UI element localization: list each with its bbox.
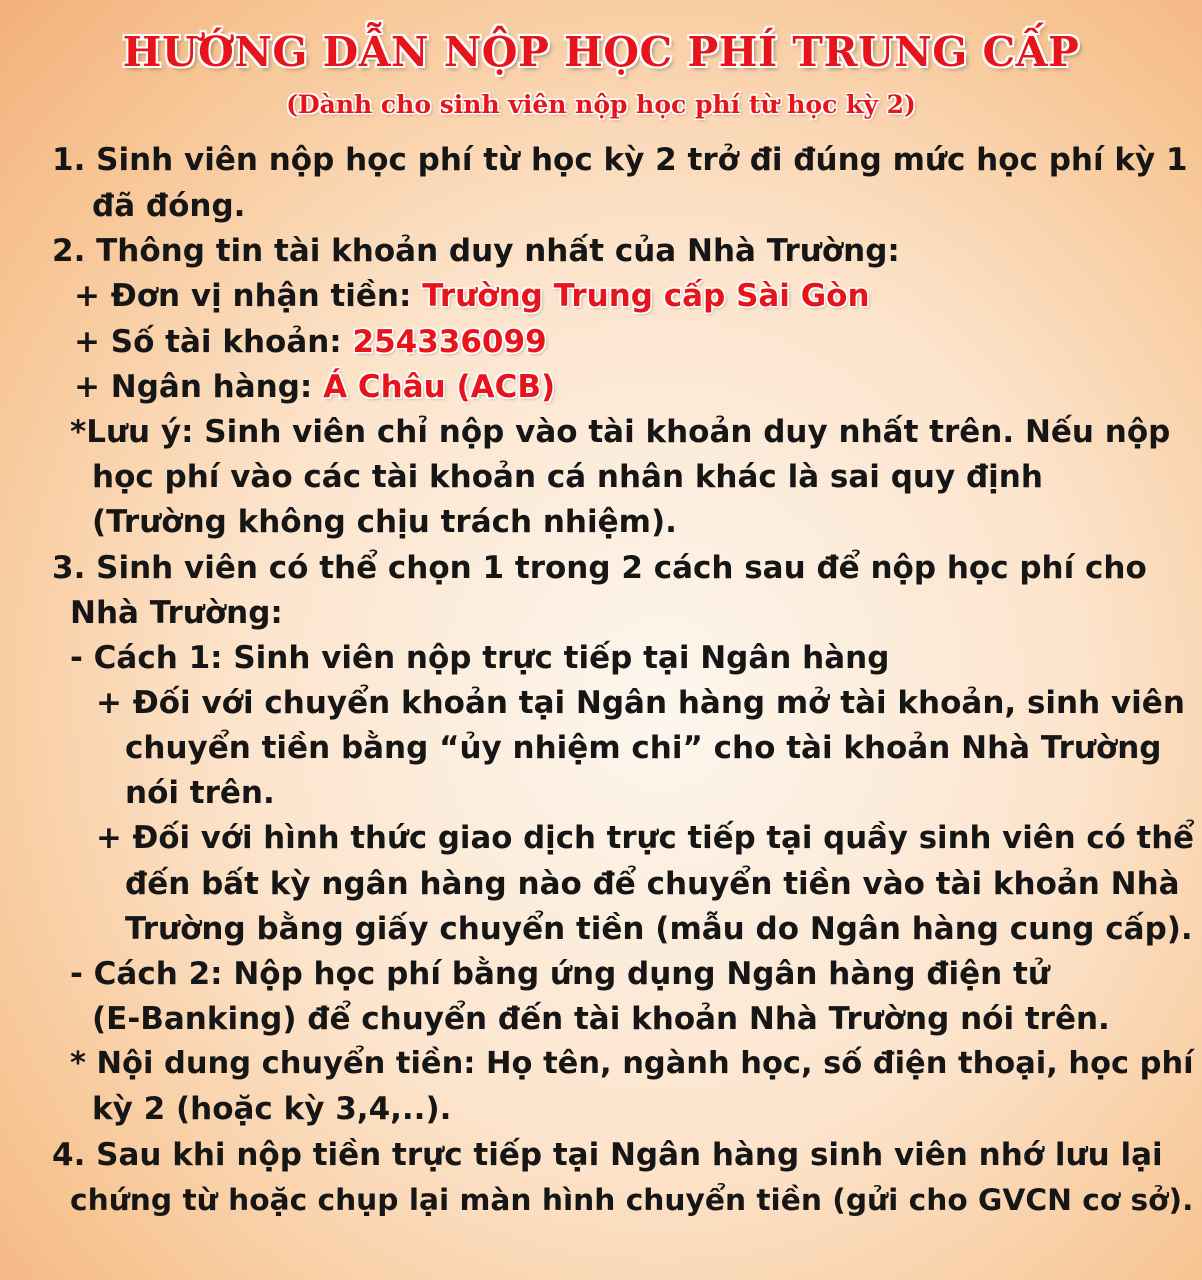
transfer-content-line2: kỳ 2 (hoặc kỳ 3,4,..). [92, 1091, 452, 1127]
note-line3: (Trường không chịu trách nhiệm). [92, 504, 677, 540]
recipient-value: Trường Trung cấp Sài Gòn [422, 278, 870, 314]
item4-line2: chứng từ hoặc chụp lại màn hình chuyển tiền (gửi cho GVCN cơ sở). [70, 1182, 1194, 1217]
method1b-line2: đến bất kỳ ngân hàng nào để chuyển tiền vào tài khoản Nhà [125, 866, 1180, 902]
method1b-line1: + Đối với hình thức giao dịch trực tiếp tại quầy sinh viên có thể [96, 820, 1195, 856]
page-title: HƯỚNG DẪN NỘP HỌC PHÍ TRUNG CẤP [122, 28, 1080, 76]
method1a-line1: + Đối với chuyển khoản tại Ngân hàng mở tài khoản, sinh viên [96, 685, 1185, 721]
bank-label: + Ngân hàng: [74, 369, 324, 405]
method1b-line3: Trường bằng giấy chuyển tiền (mẫu do Ngân hàng cung cấp). [125, 911, 1193, 947]
bank-row [74, 367, 555, 407]
method2-line1: - Cách 2: Nộp học phí bằng ứng dụng Ngân hàng điện tử [70, 956, 1050, 992]
item3-line2: Nhà Trường: [70, 595, 283, 631]
note-line1: *Lưu ý: Sinh viên chỉ nộp vào tài khoản duy nhất trên. Nếu nộp [70, 414, 1171, 450]
account-number-value: 254336099 [352, 324, 547, 360]
account-number-row [74, 322, 547, 362]
method1a-line2: chuyển tiền bằng “ủy nhiệm chi” cho tài khoản Nhà Trường [125, 730, 1162, 766]
note-line2: học phí vào các tài khoản cá nhân khác là sai quy định [92, 459, 1043, 495]
item1-line1: 1. Sinh viên nộp học phí từ học kỳ 2 trở đi đúng mức học phí kỳ 1 [52, 142, 1188, 178]
item4-line1: 4. Sau khi nộp tiền trực tiếp tại Ngân hàng sinh viên nhớ lưu lại [52, 1137, 1163, 1173]
item1-line2: đã đóng. [92, 188, 246, 224]
recipient-label: + Đơn vị nhận tiền: [74, 278, 423, 314]
method2-line2: (E-Banking) để chuyển đến tài khoản Nhà Trường nói trên. [92, 1001, 1110, 1037]
item2-heading: 2. Thông tin tài khoản duy nhất của Nhà Trường: [52, 233, 900, 269]
page-subtitle: (Dành cho sinh viên nộp học phí từ học kỳ 2) [286, 90, 916, 119]
account-number-label: + Số tài khoản: [74, 324, 353, 360]
transfer-content-line1: * Nội dung chuyển tiền: Họ tên, ngành học, số điện thoại, học phí [70, 1046, 1194, 1081]
bank-value: Á Châu (ACB) [323, 369, 556, 405]
method1-heading: - Cách 1: Sinh viên nộp trực tiếp tại Ngân hàng [70, 640, 890, 676]
item3-line1: 3. Sinh viên có thể chọn 1 trong 2 cách sau để nộp học phí cho [52, 550, 1147, 586]
method1a-line3: nói trên. [125, 775, 275, 811]
recipient-row [74, 276, 870, 316]
